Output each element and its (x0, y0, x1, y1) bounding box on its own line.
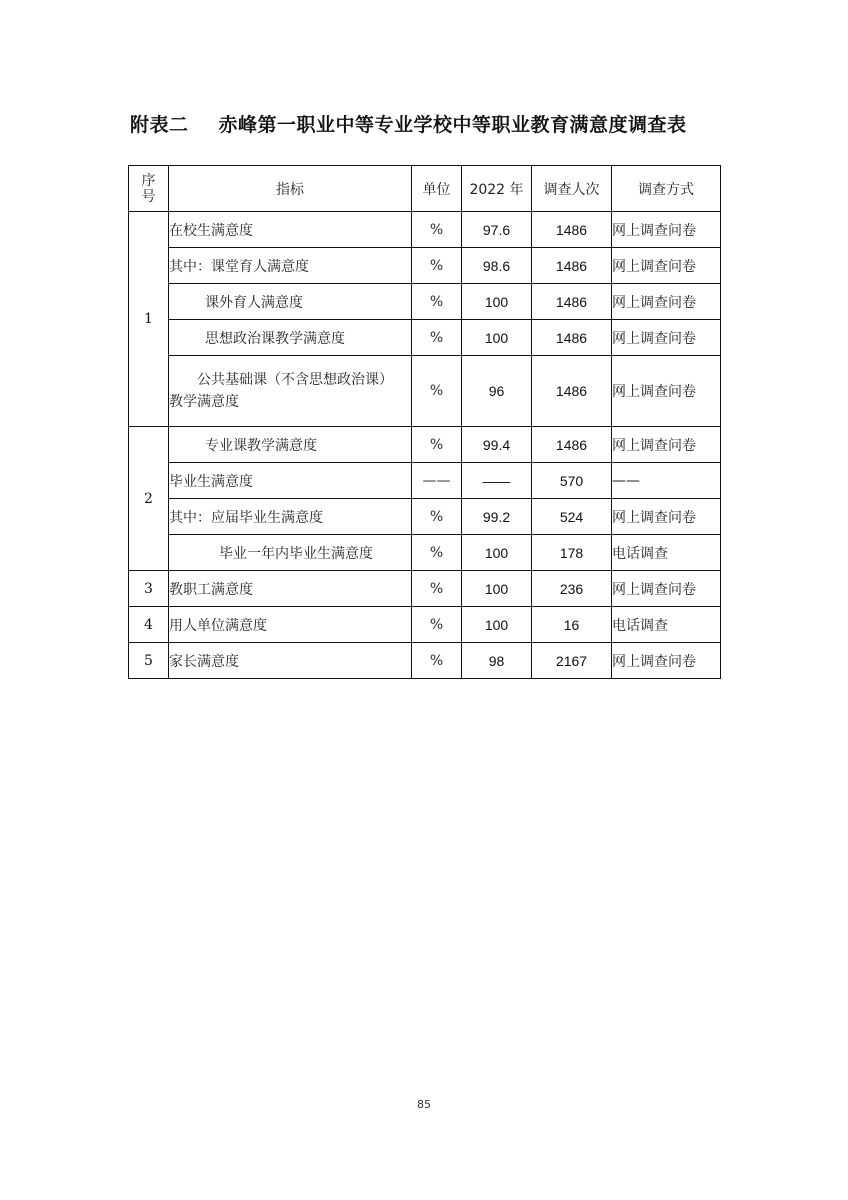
value-cell: 100 (462, 535, 532, 571)
unit-cell: % (412, 643, 462, 679)
count-cell: 1486 (532, 320, 612, 356)
unit-cell: % (412, 427, 462, 463)
seq-cell: 5 (129, 643, 169, 679)
header-indicator: 指标 (169, 166, 412, 212)
header-method: 调查方式 (612, 166, 721, 212)
unit-cell: —— (412, 463, 462, 499)
count-cell: 570 (532, 463, 612, 499)
indicator-cell: 毕业一年内毕业生满意度 (169, 535, 412, 571)
indicator-cell: 其中：课堂育人满意度 (169, 248, 412, 284)
header-seq: 序 号 (129, 166, 169, 212)
method-cell: 网上调查问卷 (612, 427, 721, 463)
table-row (129, 427, 721, 463)
count-cell: 236 (532, 571, 612, 607)
count-cell: 178 (532, 535, 612, 571)
table-header-row (129, 166, 721, 212)
unit-cell: % (412, 320, 462, 356)
method-cell: 网上调查问卷 (612, 320, 721, 356)
value-cell: 100 (462, 571, 532, 607)
seq-cell: 1 (129, 212, 169, 427)
count-cell: 1486 (532, 212, 612, 248)
indicator-cell: 专业课教学满意度 (169, 427, 412, 463)
table-row (129, 463, 721, 499)
table-row (129, 607, 721, 643)
count-cell: 1486 (532, 356, 612, 427)
unit-cell: % (412, 284, 462, 320)
count-cell: 524 (532, 499, 612, 535)
method-cell: 电话调查 (612, 535, 721, 571)
value-cell: 100 (462, 284, 532, 320)
unit-cell: % (412, 535, 462, 571)
value-cell: 96 (462, 356, 532, 427)
indicator-cell: 家长满意度 (169, 643, 412, 679)
value-cell: 97.6 (462, 212, 532, 248)
table-row (129, 248, 721, 284)
count-cell: 16 (532, 607, 612, 643)
table-row (129, 571, 721, 607)
value-cell: 99.2 (462, 499, 532, 535)
seq-cell: 2 (129, 427, 169, 571)
unit-cell: % (412, 212, 462, 248)
count-cell: 2167 (532, 643, 612, 679)
method-cell: 网上调查问卷 (612, 571, 721, 607)
table-row (129, 284, 721, 320)
table-row (129, 643, 721, 679)
value-cell: 98.6 (462, 248, 532, 284)
table-row (129, 320, 721, 356)
value-cell: 98 (462, 643, 532, 679)
method-cell: —— (612, 463, 721, 499)
method-cell: 网上调查问卷 (612, 499, 721, 535)
indicator-cell: 教职工满意度 (169, 571, 412, 607)
count-cell: 1486 (532, 427, 612, 463)
method-cell: 网上调查问卷 (612, 212, 721, 248)
unit-cell: % (412, 571, 462, 607)
value-cell: 99.4 (462, 427, 532, 463)
method-cell: 电话调查 (612, 607, 721, 643)
value-cell: 100 (462, 320, 532, 356)
unit-cell: % (412, 356, 462, 427)
page-title (130, 110, 730, 137)
indicator-cell: 课外育人满意度 (169, 284, 412, 320)
header-year: 2022 年 (462, 166, 532, 212)
table-row (129, 212, 721, 248)
method-cell: 网上调查问卷 (612, 248, 721, 284)
count-cell: 1486 (532, 284, 612, 320)
appendix-label: 附表二 (130, 114, 189, 136)
table-row (129, 535, 721, 571)
indicator-cell: 毕业生满意度 (169, 463, 412, 499)
indicator-cell: 公共基础课（不含思想政治课） 教学满意度 (169, 356, 412, 427)
unit-cell: % (412, 607, 462, 643)
satisfaction-survey-table (128, 165, 721, 679)
count-cell: 1486 (532, 248, 612, 284)
method-cell: 网上调查问卷 (612, 356, 721, 427)
table-title: 赤峰第一职业中等专业学校中等职业教育满意度调查表 (218, 114, 687, 136)
unit-cell: % (412, 499, 462, 535)
unit-cell: % (412, 248, 462, 284)
value-cell: —— (462, 463, 532, 499)
indicator-cell: 在校生满意度 (169, 212, 412, 248)
indicator-cell: 思想政治课教学满意度 (169, 320, 412, 356)
method-cell: 网上调查问卷 (612, 284, 721, 320)
method-cell: 网上调查问卷 (612, 643, 721, 679)
indicator-cell: 用人单位满意度 (169, 607, 412, 643)
seq-cell: 4 (129, 607, 169, 643)
indicator-cell: 其中：应届毕业生满意度 (169, 499, 412, 535)
seq-cell: 3 (129, 571, 169, 607)
header-unit: 单位 (412, 166, 462, 212)
page-number: 85 (417, 1098, 431, 1111)
table-row (129, 499, 721, 535)
table-row (129, 356, 721, 427)
value-cell: 100 (462, 607, 532, 643)
header-count: 调查人次 (532, 166, 612, 212)
